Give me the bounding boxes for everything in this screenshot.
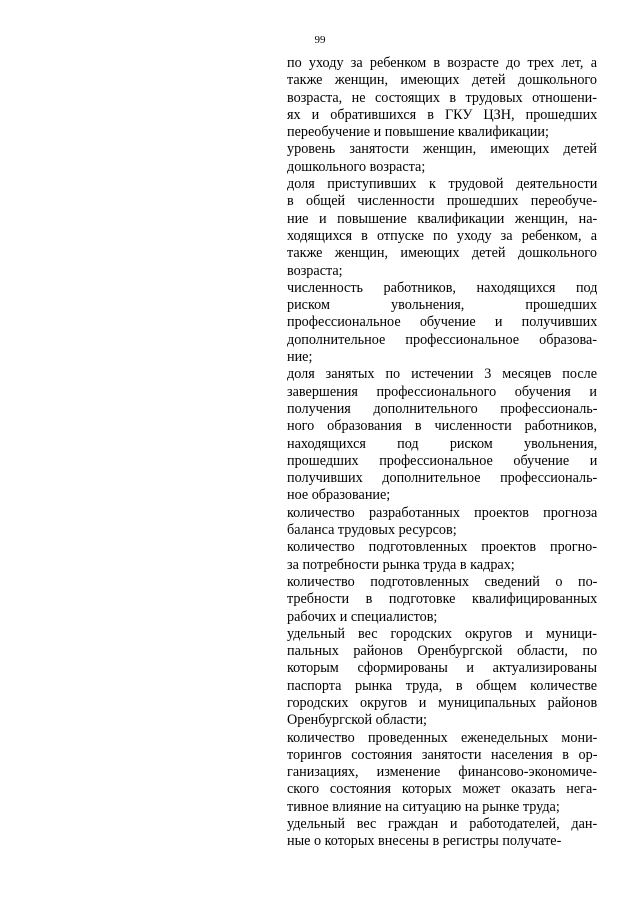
text-line: доля занятых по истечении 3 месяцев после [287, 366, 597, 383]
text-line: городских округов и муниципальных районов [287, 694, 597, 711]
text-line: возраста; [287, 262, 343, 279]
text-line: находящихся под риском увольнения, [287, 435, 597, 452]
text-line: дошкольного возраста; [287, 158, 426, 175]
text-line: доля приступивших к трудовой деятельности [287, 176, 597, 193]
paragraph [287, 505, 597, 540]
document-text-column [287, 55, 597, 851]
text-line: ного образования в численности работников, [287, 418, 597, 435]
text-line: ние; [287, 349, 313, 366]
text-line: в общей численности прошедших переобуче- [287, 193, 597, 210]
text-line: численность работников, находящихся под [287, 279, 597, 296]
text-line: также женщин, имеющих детей дошкольного [287, 72, 597, 89]
text-line: ные о которых внесены в регистры получате- [287, 833, 562, 850]
text-line: профессиональное обучение и получивших [287, 314, 597, 331]
text-line: получивших дополнительное профессиональ- [287, 470, 597, 487]
text-line: завершения профессионального обучения и [287, 383, 597, 400]
paragraph [287, 574, 597, 626]
text-line: удельный вес городских округов и муници- [287, 625, 597, 642]
text-line: которым сформированы и актуализированы [287, 660, 597, 677]
text-line: тивное влияние на ситуацию на рынке труда; [287, 798, 560, 815]
text-line: уровень занятости женщин, имеющих детей [287, 141, 597, 158]
text-line: ганизациях, изменение финансово-экономиче- [287, 764, 597, 781]
paragraph [287, 366, 597, 504]
paragraph [287, 539, 597, 574]
paragraph [287, 816, 597, 851]
text-line: баланса трудовых ресурсов; [287, 522, 457, 539]
text-line: прошедших профессиональное обучение и [287, 452, 597, 469]
text-line: Оренбургской области; [287, 712, 427, 729]
text-line: количество подготовленных сведений о по- [287, 573, 597, 590]
text-line: ное образование; [287, 487, 391, 504]
text-line: получения дополнительного профессиональ- [287, 400, 597, 417]
paragraph [287, 176, 597, 280]
text-line: дополнительное профессиональное образова- [287, 331, 597, 348]
paragraph [287, 626, 597, 730]
text-line: риском увольнения, прошедших [287, 297, 597, 314]
paragraph [287, 280, 597, 366]
text-line: переобучение и повышение квалификации; [287, 124, 549, 141]
text-line: по уходу за ребенком в возрасте до трех лет, а [287, 55, 597, 71]
text-line: количество разработанных проектов прогноза [287, 504, 597, 521]
text-line: также женщин, имеющих детей дошкольного [287, 245, 597, 262]
paragraph [287, 55, 597, 141]
text-line: торингов состояния занятости населения в ор- [287, 746, 597, 763]
text-line: ходящихся в отпуске по уходу за ребенком, а [287, 227, 597, 244]
page-number: 99 [314, 34, 326, 46]
text-line: количество подготовленных проектов прогно- [287, 539, 597, 556]
paragraph [287, 730, 597, 816]
text-line: количество проведенных еженедельных мони- [287, 729, 597, 746]
text-line: рабочих и специалистов; [287, 608, 438, 625]
text-line: ние и повышение квалификации женщин, на- [287, 210, 597, 227]
text-line: ях и обратившихся в ГКУ ЦЗН, прошедших [287, 106, 597, 123]
text-line: за потребности рынка труда в кадрах; [287, 556, 515, 573]
text-line: паспорта рынка труда, в общем количестве [287, 677, 597, 694]
paragraph [287, 141, 597, 176]
text-line: пальных районов Оренбургской области, по [287, 643, 597, 660]
text-line: требности в подготовке квалифицированных [287, 591, 597, 608]
text-line: удельный вес граждан и работодателей, дан- [287, 816, 597, 833]
text-line: ского состояния которых может оказать нега- [287, 781, 597, 798]
text-line: возраста, не состоящих в трудовых отношени- [287, 89, 597, 106]
